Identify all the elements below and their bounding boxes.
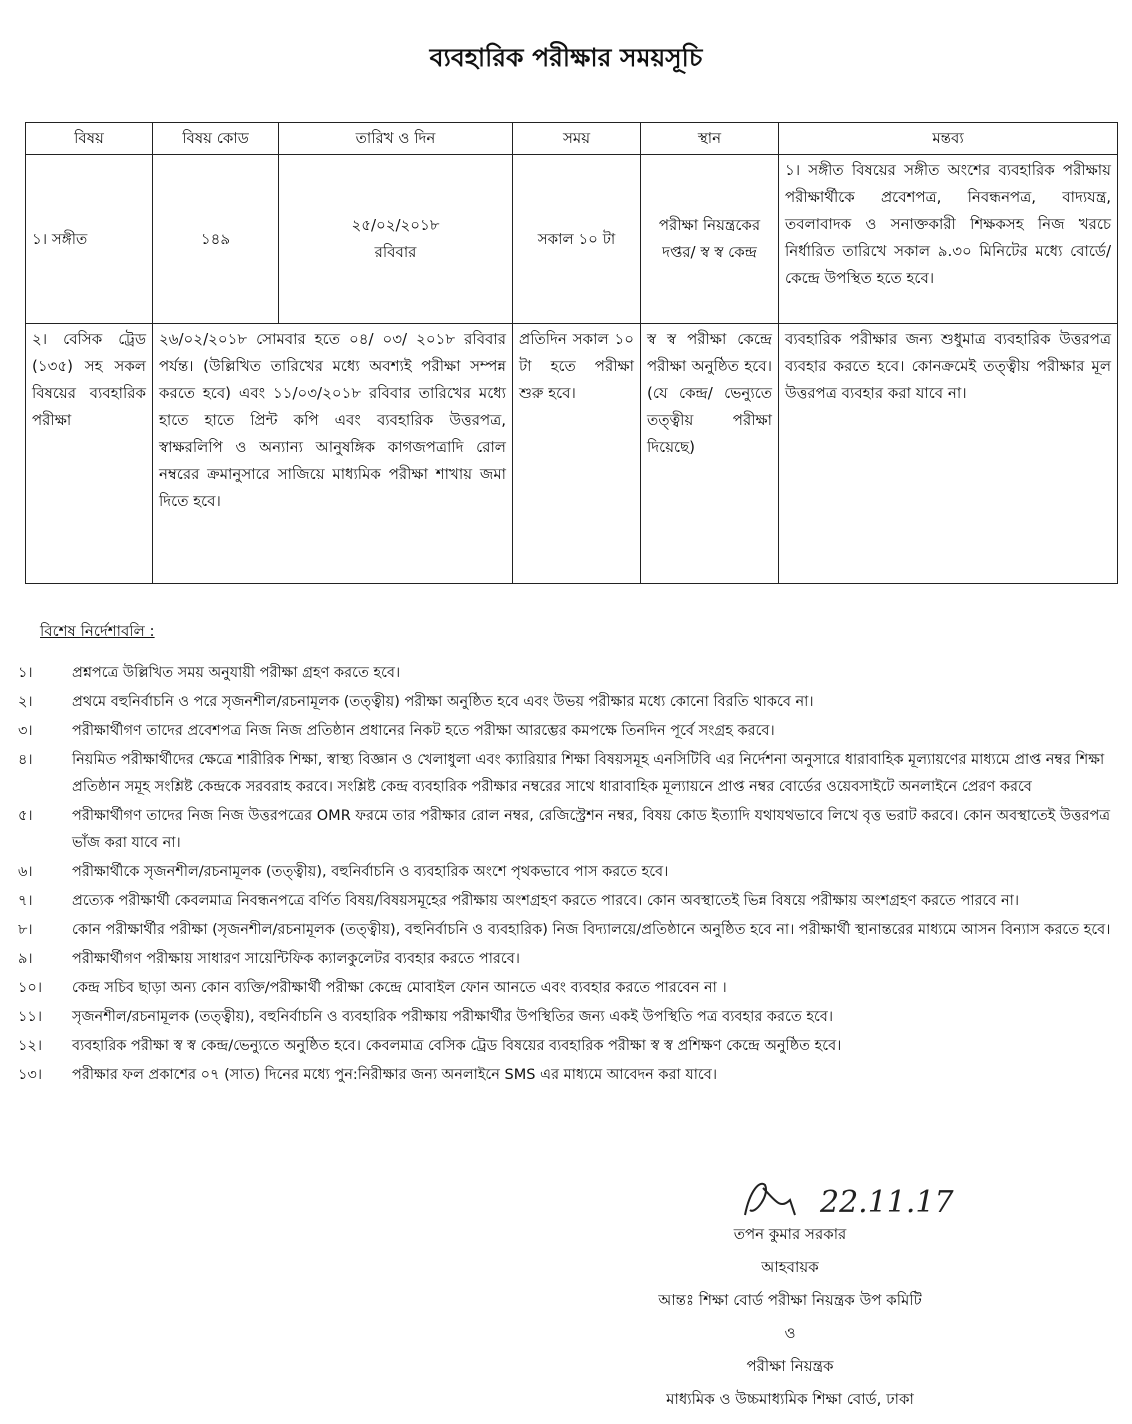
- day-value: রবিবার: [374, 243, 417, 261]
- table-header-row: [26, 123, 1118, 155]
- instruction-number: ৩।: [18, 723, 33, 739]
- instruction-item: [18, 689, 1118, 716]
- cell-date: [279, 155, 513, 324]
- cell-remarks: ব্যবহারিক পরীক্ষার জন্য শুধুমাত্র ব্যবহারিক উত্তরপত্র ব্যবহার করতে হবে। কোনক্রমেই তত্ত্বীয় পরীক্ষার মূল উত্তরপত্র ব্যবহার করা যাবে না।: [779, 324, 1118, 584]
- header-subject: বিষয়: [26, 123, 153, 155]
- instruction-number: ১০।: [18, 980, 43, 996]
- instruction-item: [18, 660, 1118, 687]
- signatory-committee: আন্তঃ শিক্ষা বোর্ড পরীক্ষা নিয়ন্ত্রক উপ কমিটি: [658, 1291, 922, 1309]
- header-time: সময়: [513, 123, 641, 155]
- instruction-number: ৪।: [18, 752, 33, 768]
- instruction-number: ৫।: [18, 808, 33, 824]
- instruction-item: [18, 917, 1118, 944]
- instruction-item: [18, 1004, 1118, 1031]
- instructions-heading: বিশেষ নির্দেশাবলি :: [40, 622, 155, 640]
- cell-code: ১৪৯: [153, 155, 279, 324]
- signatory-block: [560, 1218, 1020, 1416]
- instruction-item: [18, 975, 1118, 1002]
- instruction-text: পরীক্ষার্থীগণ তাদের নিজ নিজ উত্তরপত্রের OMR ফরমে তার পরীক্ষার রোল নম্বর, রেজিস্ট্রেশন নম্বর, বিষয় কোড ইত্যাদি যথাযথভাবে লিখে বৃত্ত ভরাট করবে। কোন অবস্থাতেই উত্তরপত্র ভাঁজ করা যাবে না।: [72, 808, 1110, 851]
- instruction-item: [18, 946, 1118, 973]
- header-code: বিষয় কোড: [153, 123, 279, 155]
- signatory-and: ও: [784, 1324, 796, 1342]
- header-remarks: মন্তব্য: [779, 123, 1118, 155]
- instruction-number: ২।: [18, 694, 33, 710]
- header-place: স্থান: [641, 123, 779, 155]
- instruction-item: [18, 1033, 1118, 1060]
- cell-time: প্রতিদিন সকাল ১০ টা হতে পরীক্ষা শুরু হবে।: [513, 324, 641, 584]
- cell-place: স্ব স্ব পরীক্ষা কেন্দ্রে পরীক্ষা অনুষ্ঠিত হবে। (যে কেন্দ্র/ ভেন্যুতে তত্ত্বীয় পরীক্ষা দিয়েছে): [641, 324, 779, 584]
- instruction-item: [18, 888, 1118, 915]
- instruction-number: ৭।: [18, 893, 33, 909]
- instruction-text: প্রশ্নপত্রে উল্লিখিত সময় অনুযায়ী পরীক্ষা গ্রহণ করতে হবে।: [72, 665, 401, 681]
- instruction-text: পরীক্ষার্থীগণ তাদের প্রবেশপত্র নিজ নিজ প্রতিষ্ঠান প্রধানের নিকট হতে পরীক্ষা আরম্ভের কমপক্ষে তিনদিন পূর্বে সংগ্রহ করবে।: [72, 723, 775, 739]
- instruction-item: [18, 859, 1118, 886]
- instruction-number: ৮।: [18, 922, 33, 938]
- instruction-text: কোন পরীক্ষার্থীর পরীক্ষা (সৃজনশীল/রচনামূলক (তত্ত্বীয়), বহুনির্বাচনি ও ব্যবহারিক) নিজ বিদ্যালয়ে/প্রতিষ্ঠানে অনুষ্ঠিত হবে না। পরীক্ষার্থী স্থানান্তরের মাধ্যমে আসন বিন্যাস করতে হবে।: [72, 922, 1111, 938]
- date-value: ২৫/০২/২০১৮: [351, 216, 440, 234]
- signatory-title: পরীক্ষা নিয়ন্ত্রক: [746, 1357, 834, 1375]
- instruction-number: ১।: [18, 665, 33, 681]
- instruction-text: ব্যবহারিক পরীক্ষা স্ব স্ব কেন্দ্র/ভেন্যুতে অনুষ্ঠিত হবে। কেবলমাত্র বেসিক ট্রেড বিষয়ের ব্যবহারিক পরীক্ষা স্ব স্ব প্রশিক্ষণ কেন্দ্রে অনুষ্ঠিত হবে।: [72, 1038, 842, 1054]
- instruction-text: কেন্দ্র সচিব ছাড়া অন্য কোন ব্যক্তি/পরীক্ষার্থী পরীক্ষা কেন্দ্রে মোবাইল ফোন আনতে এবং ব্যবহার করতে পারবেন না ।: [72, 980, 727, 996]
- instruction-text: প্রথমে বহুনির্বাচনি ও পরে সৃজনশীল/রচনামূলক (তত্ত্বীয়) পরীক্ষা অনুষ্ঠিত হবে এবং উভয় পরীক্ষার মধ্যে কোনো বিরতি থাকবে না।: [72, 694, 814, 710]
- instruction-item: [18, 718, 1118, 745]
- signatory-role: আহবায়ক: [761, 1258, 819, 1276]
- instruction-text: সৃজনশীল/রচনামূলক (তত্ত্বীয়), বহুনির্বাচনি ও ব্যবহারিক পরীক্ষায় পরীক্ষার্থীর উপস্থিতির জন্য একই উপস্থিতি পত্র ব্যবহার করতে হবে।: [72, 1009, 834, 1025]
- instruction-text: নিয়মিত পরীক্ষার্থীদের ক্ষেত্রে শারীরিক শিক্ষা, স্বাস্থ্য বিজ্ঞান ও খেলাধুলা এবং ক্যারিয়ার শিক্ষা বিষয়সমূহ এনসিটিবি এর নির্দেশনা অনুসারে ধারাবাহিক মূল্যায়ণের মাধ্যমে প্রাপ্ত নম্বর শিক্ষা প্রতিষ্ঠান সমূহ সংশ্লিষ্ট কেন্দ্রকে সরবরাহ করবে। সংশ্লিষ্ট কেন্দ্র ব্যবহারিক পরীক্ষার নম্বরের সাথে ধারাবাহিক মূল্যায়নে প্রাপ্ত নম্বর বোর্ডের ওয়েবসাইটে অনলাইনে প্রেরণ করবে: [72, 752, 1105, 795]
- cell-date: ২৬/০২/২০১৮ সোমবার হতে ০৪/ ০৩/ ২০১৮ রবিবার পর্যন্ত। (উল্লিখিত তারিখের মধ্যে অবশ্যই পরীক্ষা সম্পন্ন করতে হবে) এবং ১১/০৩/২০১৮ রবিবার তারিখের মধ্যে হাতে হাতে প্রিন্ট কপি এবং ব্যবহারিক উত্তরপত্র, স্বাক্ষরলিপি ও অন্যান্য আনুষঙ্গিক কাগজপত্রাদি রোল নম্বরের ক্রমানুসারে সাজিয়ে মাধ্যমিক পরীক্ষা শাখায় জমা দিতে হবে।: [153, 324, 513, 584]
- document-title: ব্যবহারিক পরীক্ষার সময়সূচি: [429, 43, 703, 72]
- instruction-text: পরীক্ষার ফল প্রকাশের ০৭ (সাত) দিনের মধ্যে পুন:নিরীক্ষার জন্য অনলাইনে SMS এর মাধ্যমে আবেদন করা যাবে।: [72, 1067, 718, 1083]
- instruction-number: ১২।: [18, 1038, 43, 1054]
- instructions-list: [18, 660, 1118, 1091]
- instruction-number: ১১।: [18, 1009, 43, 1025]
- instruction-number: ৬।: [18, 864, 33, 880]
- instruction-item: [18, 1062, 1118, 1089]
- instruction-text: পরীক্ষার্থীগণ পরীক্ষায় সাধারণ সায়েন্টিফিক ক্যালকুলেটর ব্যবহার করতে পারবে।: [72, 951, 520, 967]
- cell-time: সকাল ১০ টা: [513, 155, 641, 324]
- header-date: তারিখ ও দিন: [279, 123, 513, 155]
- signatory-board: মাধ্যমিক ও উচ্চমাধ্যমিক শিক্ষা বোর্ড, ঢাকা: [666, 1390, 914, 1408]
- instruction-number: ১৩।: [18, 1067, 43, 1083]
- instruction-text: পরীক্ষার্থীকে সৃজনশীল/রচনামূলক (তত্ত্বীয়), বহুনির্বাচনি ও ব্যবহারিক অংশে পৃথকভাবে পাস করতে হবে।: [72, 864, 669, 880]
- signatory-name: তপন কুমার সরকার: [733, 1225, 847, 1243]
- cell-subject: ১। সঙ্গীত: [26, 155, 153, 324]
- instruction-number: ৯।: [18, 951, 33, 967]
- table-row: [26, 324, 1118, 584]
- instruction-text: প্রত্যেক পরীক্ষার্থী কেবলমাত্র নিবন্ধনপত্রে বর্ণিত বিষয়/বিষয়সমূহের পরীক্ষায় অংশগ্রহণ করতে পারবে। কোন অবস্থাতেই ভিন্ন বিষয়ে পরীক্ষায় অংশগ্রহণ করতে পারবে না।: [72, 893, 1020, 909]
- instruction-item: [18, 803, 1118, 857]
- signature-date: 22.11.17: [820, 1185, 954, 1220]
- cell-place: পরীক্ষা নিয়ন্ত্রকের দপ্তর/ স্ব স্ব কেন্দ্র: [641, 155, 779, 324]
- instruction-item: [18, 747, 1118, 801]
- cell-subject: ২। বেসিক ট্রেড (১৩৫) সহ সকল বিষয়ের ব্যবহারিক পরীক্ষা: [26, 324, 153, 584]
- table-row: [26, 155, 1118, 324]
- cell-remarks: ১। সঙ্গীত বিষয়ের সঙ্গীত অংশের ব্যবহারিক পরীক্ষায় পরীক্ষার্থীকে প্রবেশপত্র, নিবন্ধনপত্র, বাদ্যযন্ত্র, তবলাবাদক ও সনাক্তকারী শিক্ষকসহ নিজ খরচে নির্ধারিত তারিখে সকাল ৯.৩০ মিনিটের মধ্যে বোর্ডে/কেন্দ্রে উপস্থিত হতে হবে।: [779, 155, 1118, 324]
- schedule-table: [25, 122, 1118, 584]
